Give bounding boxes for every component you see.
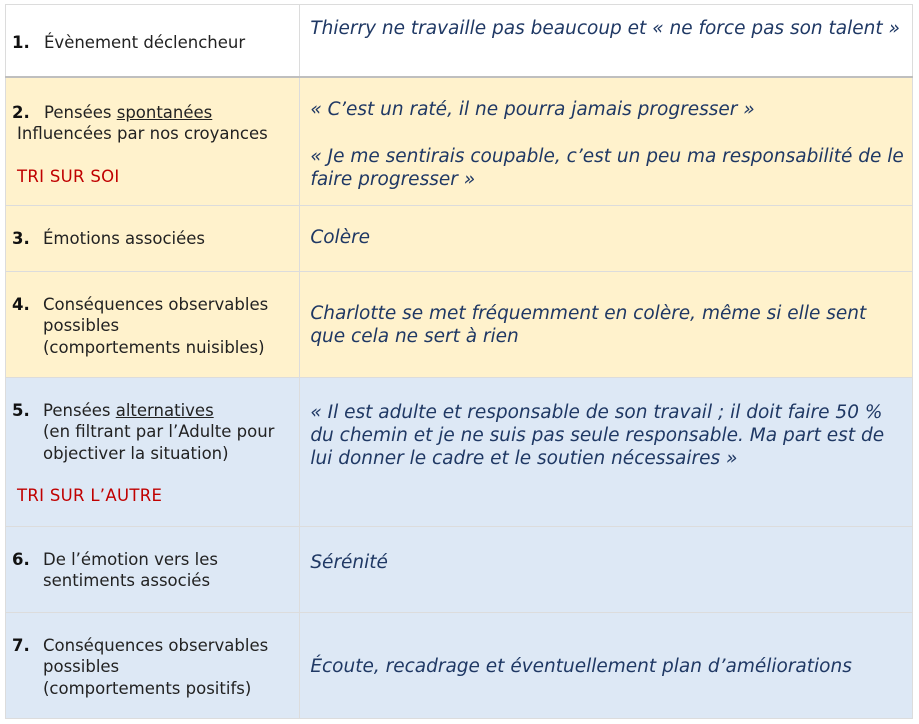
- row-5-label: [43, 400, 214, 422]
- row-5-label-cell: [6, 377, 300, 526]
- row-5-tag: TRI SUR L’AUTRE: [17, 485, 163, 505]
- row-1-value: Thierry ne travaille pas beaucoup et « ne force pas son talent »: [310, 18, 900, 39]
- row-5-value-cell: [300, 377, 913, 526]
- table-row-6: [6, 526, 913, 612]
- row-2-value-2: « Je me sentirais coupable, c’est un peu ma responsabilité de le faire progresser »: [310, 145, 904, 190]
- row-4-label-line2: possibles: [43, 315, 120, 335]
- row-2-number: 2.: [12, 102, 30, 122]
- row-2-tag: TRI SUR SOI: [17, 166, 120, 186]
- row-7-number: 7.: [12, 635, 30, 655]
- row-3-value-cell: [300, 205, 913, 271]
- row-5-label-underlined: alternatives: [115, 400, 214, 420]
- row-7-label-line1: Conséquences observables: [43, 635, 269, 655]
- row-5-value: « Il est adulte et responsable de son travail ; il doit faire 50 % du chemin et je ne suis pas seule responsable. Ma part est de lui donner le cadre et le soutien nécessaires »: [310, 401, 885, 469]
- row-5-label-line2: (en filtrant par l’Adulte pour: [43, 421, 275, 441]
- row-2-value-1: « C’est un raté, il ne pourra jamais progresser »: [310, 98, 755, 120]
- row-1-value-cell: [300, 5, 913, 77]
- thought-record-table: [5, 4, 913, 719]
- row-6-label-cell: [6, 526, 300, 612]
- row-7-label-line2: possibles: [43, 656, 120, 676]
- row-4-label-cell: [6, 271, 300, 377]
- row-2-label-cell: [6, 77, 300, 206]
- row-3-number: 3.: [12, 228, 30, 248]
- row-3-label-cell: [6, 205, 300, 271]
- row-4-label-line1: Conséquences observables: [43, 294, 269, 314]
- row-7-value-cell: [300, 612, 913, 718]
- row-4-value-cell: [300, 271, 913, 377]
- row-4-number: 4.: [12, 294, 30, 314]
- row-5-label-line3: objectiver la situation): [43, 443, 229, 463]
- row-1-label: Évènement déclencheur: [44, 33, 246, 52]
- row-7-value: Écoute, recadrage et éventuellement plan d’améliorations: [310, 655, 852, 677]
- row-1-label-cell: [6, 5, 300, 77]
- row-4-value: Charlotte se met fréquemment en colère, même si elle sent que cela ne sert à rien: [310, 302, 867, 347]
- row-5-label-prefix: Pensées: [43, 400, 116, 420]
- row-6-value-cell: [300, 526, 913, 612]
- row-7-label-line3: (comportements positifs): [43, 678, 252, 698]
- row-5-number: 5.: [12, 400, 30, 420]
- row-2-label-prefix: Pensées: [44, 102, 117, 122]
- table-row-3: [6, 205, 913, 271]
- row-2-value-cell: [300, 77, 913, 206]
- table-row-7: [6, 612, 913, 718]
- row-3-value: Colère: [310, 226, 371, 248]
- row-2-label: [44, 102, 212, 124]
- row-2-label-underlined: spontanées: [116, 102, 213, 122]
- row-1-number: 1.: [12, 33, 30, 52]
- row-6-number: 6.: [12, 549, 30, 569]
- row-2-label-line2: Influencées par nos croyances: [17, 123, 268, 143]
- row-6-value: Sérénité: [310, 551, 388, 573]
- table-row-4: [6, 271, 913, 377]
- row-3-label: Émotions associées: [43, 228, 205, 248]
- row-6-label-line1: De l’émotion vers les: [43, 549, 218, 569]
- row-7-label-cell: [6, 612, 300, 718]
- row-4-label-line3: (comportements nuisibles): [43, 337, 265, 357]
- row-6-label-line2: sentiments associés: [43, 570, 211, 590]
- table-row-1: [6, 5, 913, 77]
- table-row-2: [6, 77, 913, 206]
- table-row-5: [6, 377, 913, 526]
